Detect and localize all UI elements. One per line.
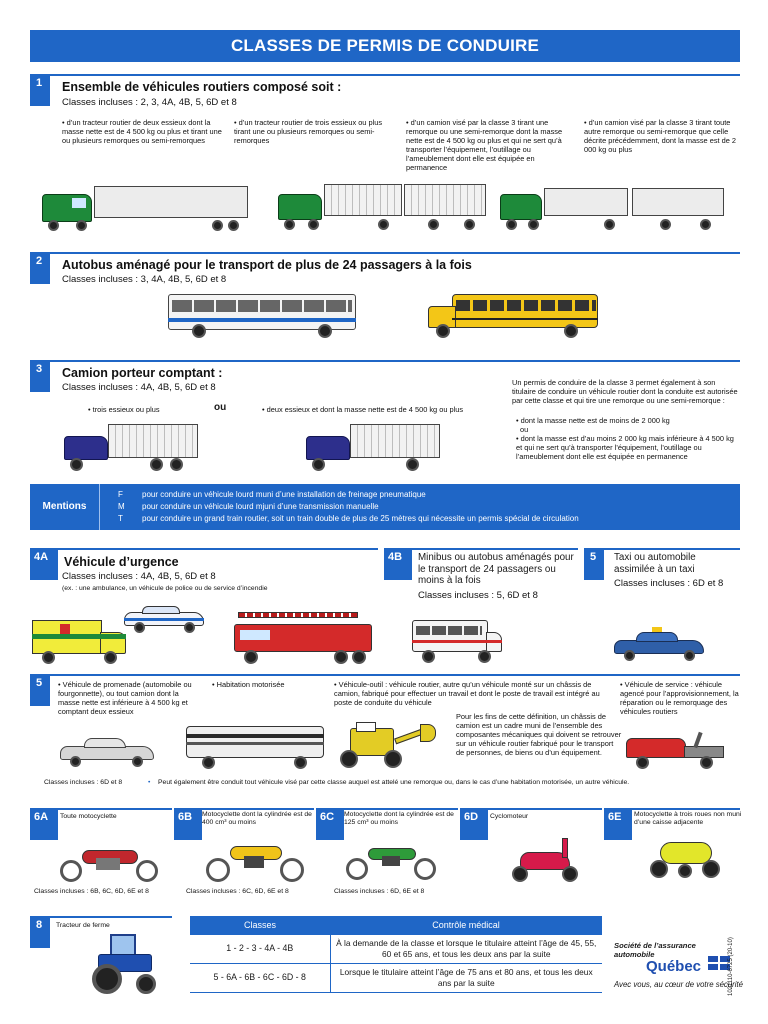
section-6e-title: Motocyclette à trois roues non muni d’une caisse adjacente bbox=[634, 811, 742, 827]
section-5-number: 5 bbox=[584, 548, 604, 580]
section-5-detail-bullet-mark: • bbox=[148, 779, 151, 786]
section-5-detail-classes: Classes incluses : 6D et 8 bbox=[44, 779, 123, 786]
section-3-note: Un permis de conduire de la classe 3 permet également à son titulaire de conduire un véhicule routier dont la conduite est autorisée par cette classe et qui tire une remorque ou une semi-remorque : bbox=[512, 378, 738, 405]
fire-truck-image bbox=[234, 612, 374, 664]
tow-truck-image bbox=[626, 730, 728, 770]
section-6c-number: 6C bbox=[316, 808, 344, 840]
moped-image bbox=[510, 838, 582, 882]
section-4a-classes: Classes incluses : 4A, 4B, 5, 6D et 8 bbox=[62, 571, 216, 582]
mention-m: M pour conduire un véhicule lourd mjuni d’une transmission manuelle bbox=[118, 502, 379, 511]
three-wheel-motorcycle-image bbox=[650, 834, 722, 880]
section-8-number: 8 bbox=[30, 916, 50, 948]
section-5-detail-note: Peut également être conduit tout véhicule visé par cette classe auquel est attelé une remorque ou, dans le cas d’une habitation motorisée, un autre véhicule. bbox=[158, 779, 630, 786]
medical-control-table bbox=[190, 916, 602, 993]
section-8-title: Tracteur de ferme bbox=[56, 922, 110, 929]
loader-tool-vehicle-image bbox=[340, 722, 440, 770]
section-1-bullet-4: • d’un camion visé par la classe 3 tirant toute autre remorque ou semi-remorque que celle décrite précédemment, dont la masse est de 2 000 kg ou plus bbox=[584, 118, 744, 154]
section-4b-classes: Classes incluses : 5, 6D et 8 bbox=[418, 590, 538, 601]
section-3-number: 3 bbox=[30, 360, 50, 392]
section-3-option-2: • deux essieux et dont la masse nette est de 4 500 kg ou plus bbox=[262, 405, 463, 414]
quebec-wordmark: Québec bbox=[646, 958, 702, 975]
saaq-tagline: Avec vous, au cœur de votre sécurité bbox=[614, 980, 743, 989]
semi-truck-image bbox=[42, 186, 250, 234]
section-5-title: Taxi ou automobile assimilée à un taxi bbox=[614, 552, 696, 575]
page-title: CLASSES DE PERMIS DE CONDUIRE bbox=[30, 30, 740, 62]
taxi-image bbox=[614, 630, 706, 662]
table-row bbox=[190, 963, 602, 992]
table-header-medical: Contrôle médical bbox=[330, 916, 602, 934]
section-6d-number: 6D bbox=[460, 808, 488, 840]
section-5-detail-bullet-1: • Véhicule de promenade (automobile ou fourgonnette), ou tout camion dont la masse nette est inférieure à 4 500 kg et comptant deux essieux bbox=[58, 680, 198, 716]
dirt-bike-125-image bbox=[346, 840, 438, 882]
section-1-bullet-1: • d’un tracteur routier de deux essieux dont la masse nette est de 4 500 kg ou plus et tirant une ou plusieurs remorques ou semi-remorques bbox=[62, 118, 232, 145]
document-code: 1021110-6725 (20-10) bbox=[728, 937, 734, 996]
section-4a-title: Véhicule d’urgence bbox=[64, 555, 179, 569]
section-4b-title: Minibus ou autobus aménagés pour le transport de 24 passagers ou moins à la fois bbox=[418, 552, 574, 586]
mention-t: T pour conduire un grand train routier, soit un train double de plus de 25 mètres qui nécessite un permis spécial de circulation bbox=[118, 514, 579, 523]
section-3-note-bullet-2: • dont la masse est d’au moins 2 000 kg mais inférieure à 4 500 kg et qui ne sert qu’à transporter l’équipement, l’outillage ou l’ameublement dont elle est équipée en permanence bbox=[516, 434, 740, 461]
table-cell-classes: 1 - 2 - 3 - 4A - 4B bbox=[190, 934, 330, 963]
section-1-bullet-2: • d’un tracteur routier de trois essieux ou plus tirant une ou plusieurs remorques ou semi-remorques bbox=[234, 118, 396, 145]
section-1-title: Ensemble de véhicules routiers composé soit : bbox=[62, 80, 342, 94]
table-cell-control: À la demande de la classe et lorsque le titulaire atteint l’âge de 45, 55, 60 et 65 ans, et tous les deux ans par la suite bbox=[330, 934, 602, 963]
mentions-panel bbox=[30, 484, 740, 530]
table-cell-classes: 5 - 6A - 6B - 6C - 6D - 8 bbox=[190, 963, 330, 992]
section-6d-title: Cyclomoteur bbox=[490, 813, 529, 820]
section-8-divider bbox=[30, 916, 172, 918]
two-axle-truck-image bbox=[306, 424, 440, 472]
section-2-title: Autobus aménagé pour le transport de plus de 24 passagers à la fois bbox=[62, 258, 472, 272]
table-row bbox=[190, 934, 602, 963]
section-1-bullet-3: • d’un camion visé par la classe 3 tirant une remorque ou une semi-remorque dont la masse nette est de 4 500 kg ou plus et qui ne sert qu’à transporter l’équipement, l’outillage ou l’ameublement dont elle est équipée en permanence bbox=[406, 118, 576, 172]
dirt-bike-400-image bbox=[206, 838, 306, 882]
passenger-car-image bbox=[60, 736, 156, 768]
section-5-divider bbox=[584, 548, 740, 550]
section-4a-example: (ex. : une ambulance, un véhicule de police ou de service d’incendie bbox=[62, 585, 268, 592]
section-6a-classes: Classes incluses : 6B, 6C, 6D, 6E et 8 bbox=[34, 888, 149, 895]
section-3-divider bbox=[30, 360, 740, 362]
section-6c-title: Motocyclette dont la cylindrée est de 125 cm³ ou moins bbox=[344, 811, 454, 827]
section-6b-title: Motocyclette dont la cylindrée est de 400 cm³ ou moins bbox=[202, 811, 312, 827]
section-4a-divider bbox=[30, 548, 378, 550]
section-1-divider bbox=[30, 74, 740, 76]
section-6e-number: 6E bbox=[604, 808, 632, 840]
section-6a-number: 6A bbox=[30, 808, 58, 840]
section-3-classes: Classes incluses : 4A, 4B, 5, 6D et 8 bbox=[62, 382, 216, 393]
mentions-label: Mentions bbox=[30, 484, 100, 530]
section-1-classes: Classes incluses : 2, 3, 4A, 4B, 5, 6D et 8 bbox=[62, 97, 237, 108]
section-3-option-1: • trois essieux ou plus bbox=[88, 405, 160, 414]
section-3-or: ou bbox=[214, 402, 227, 413]
section-5-detail-definition: Pour les fins de cette définition, un châssis de camion est un cadre muni de l’ensemble des composantes mécaniques qui doivent se retrouver sur un véhicule routier fabriqué pour le transport de personnes, de biens ou d’un équipement. bbox=[456, 712, 622, 757]
saaq-logo-text: Société de l’assurance automobile bbox=[614, 941, 696, 959]
section-6c-classes: Classes incluses : 6D, 6E et 8 bbox=[334, 888, 425, 895]
mention-f: F pour conduire un véhicule lourd muni d’une installation de freinage pneumatique bbox=[118, 490, 426, 499]
three-axle-truck-image bbox=[64, 424, 198, 472]
farm-tractor-image bbox=[92, 934, 156, 994]
motorhome-image bbox=[186, 726, 326, 770]
section-3-title: Camion porteur comptant : bbox=[62, 366, 223, 380]
section-2-number: 2 bbox=[30, 252, 50, 284]
section-5-detail-bullet-3: • Véhicule-outil : véhicule routier, autre qu’un véhicule monté sur un châssis de camion, fabriqué pour effectuer un travail et dont le poste de travail est intégré au poste de conduite du véhicule bbox=[334, 680, 616, 707]
truck-with-two-trailers-image bbox=[500, 184, 726, 234]
section-3-note-or: ou bbox=[520, 425, 529, 434]
section-6a-title: Toute motocyclette bbox=[60, 813, 117, 820]
section-3-note-bullet-1: • dont la masse nette est de moins de 2 000 kg bbox=[516, 416, 740, 425]
cruiser-motorcycle-image bbox=[60, 838, 160, 882]
section-5-classes: Classes incluses : 6D et 8 bbox=[614, 578, 724, 589]
section-5-detail-number: 5 bbox=[30, 674, 50, 706]
section-4b-number: 4B bbox=[384, 548, 412, 580]
school-bus-image bbox=[428, 292, 600, 340]
section-6b-number: 6B bbox=[174, 808, 202, 840]
section-4b-divider bbox=[384, 548, 578, 550]
section-5-detail-bullet-2: • Habitation motorisée bbox=[212, 680, 332, 689]
section-4a-number: 4A bbox=[30, 548, 58, 580]
police-car-image bbox=[124, 604, 206, 634]
section-2-classes: Classes incluses : 3, 4A, 4B, 5, 6D et 8 bbox=[62, 274, 227, 285]
city-bus-image bbox=[168, 294, 358, 340]
table-cell-control: Lorsque le titulaire atteint l’âge de 75 ans et 80 ans, et tous les deux ans par la suite bbox=[330, 963, 602, 992]
ambulance-image bbox=[32, 620, 128, 664]
section-5-detail-bullet-4: • Véhicule de service : véhicule agencé pour l’approvisionnement, la réparation ou le remorquage des véhicules routiers bbox=[620, 680, 740, 716]
section-1-number: 1 bbox=[30, 74, 50, 106]
double-trailer-truck-image bbox=[278, 184, 488, 234]
quebec-flag-icon bbox=[708, 956, 730, 970]
minibus-image bbox=[412, 620, 504, 664]
section-5-detail-divider bbox=[30, 674, 740, 676]
table-header-classes: Classes bbox=[190, 916, 330, 934]
section-2-divider bbox=[30, 252, 740, 254]
section-6b-classes: Classes incluses : 6C, 6D, 6E et 8 bbox=[186, 888, 289, 895]
